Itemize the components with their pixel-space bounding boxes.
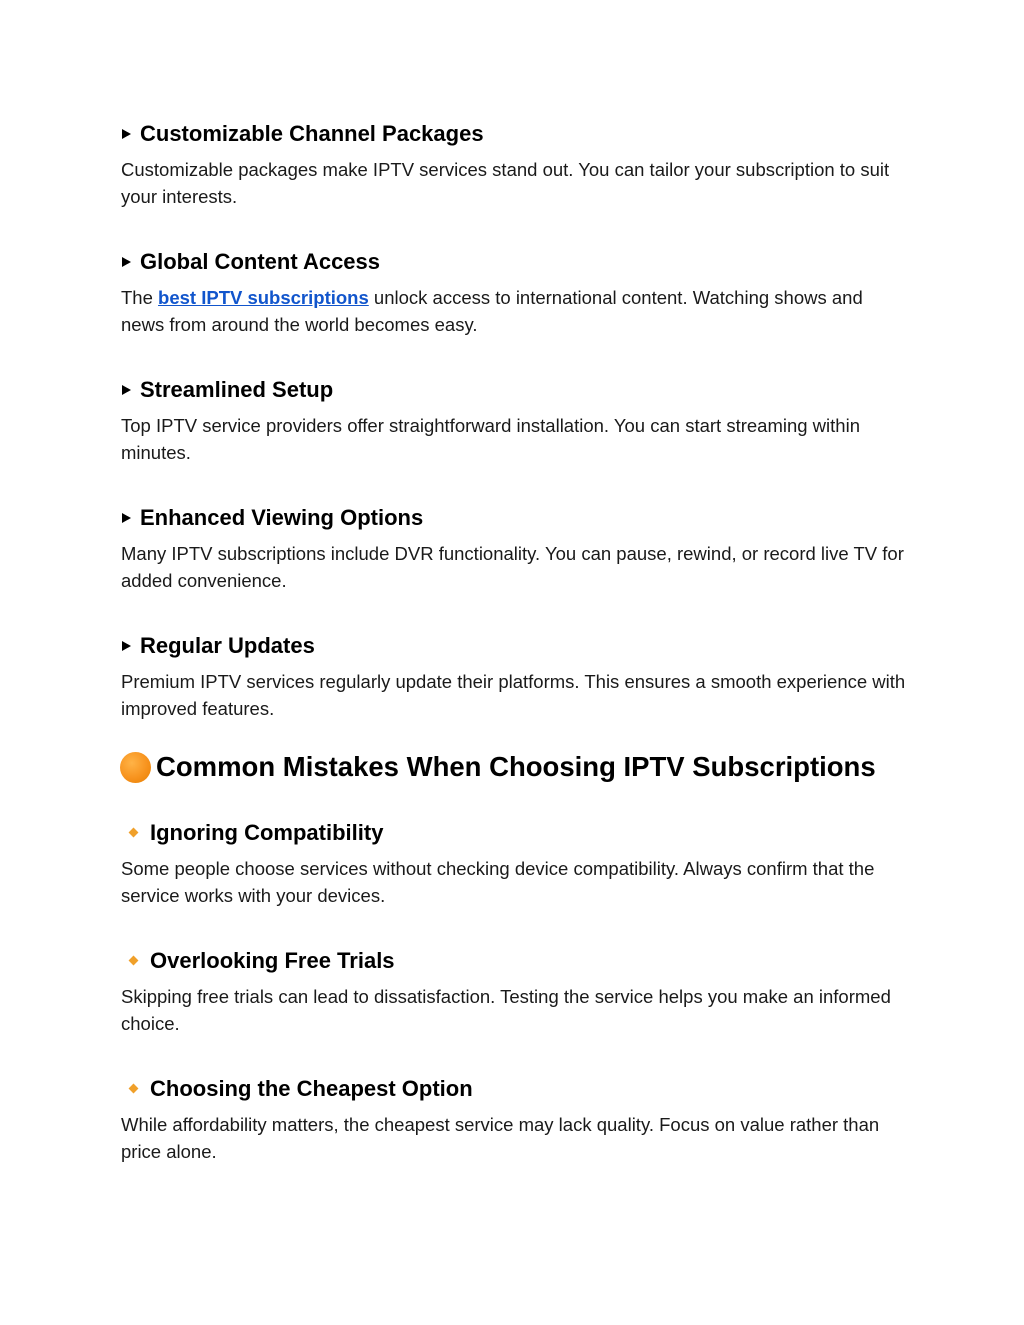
section-body: While affordability matters, the cheapest service may lack quality. Focus on value rather than price alone. [121, 1114, 880, 1162]
section-heading [121, 374, 911, 406]
triangle-right-icon [122, 385, 131, 395]
section-heading [121, 246, 911, 278]
section-heading-text: Customizable Channel Packages [140, 121, 484, 146]
section-heading [121, 817, 911, 849]
orange-diamond-icon [128, 955, 140, 967]
section-streamlined-setup [121, 374, 911, 466]
section-heading-text: Global Content Access [140, 249, 381, 274]
orange-diamond-icon [128, 1083, 140, 1095]
triangle-right-icon [122, 129, 131, 139]
section-customizable-channel-packages [121, 118, 911, 210]
section-heading-text: Choosing the Cheapest Option [150, 1076, 473, 1101]
section-heading-text: Regular Updates [140, 633, 315, 658]
main-heading [120, 747, 911, 787]
section-body: Many IPTV subscriptions include DVR functionality. You can pause, rewind, or record live TV for added convenience. [121, 543, 904, 591]
section-heading [121, 945, 911, 977]
orange-circle-icon [120, 752, 151, 783]
section-body [121, 284, 911, 338]
body-text-after-link: unlock access to international content. Watching shows and news from around the world becomes easy. [121, 287, 863, 335]
document-page [121, 118, 911, 1165]
section-overlooking-free-trials [121, 945, 911, 1037]
section-body: Skipping free trials can lead to dissatisfaction. Testing the service helps you make an informed choice. [121, 986, 891, 1034]
section-heading-text: Streamlined Setup [140, 377, 334, 402]
main-heading-text: Common Mistakes When Choosing IPTV Subscriptions [156, 751, 876, 782]
section-ignoring-compatibility [121, 817, 911, 909]
section-body: Top IPTV service providers offer straightforward installation. You can start streaming within minutes. [121, 415, 860, 463]
section-choosing-cheapest-option [121, 1073, 911, 1165]
section-heading-text: Ignoring Compatibility [150, 820, 384, 845]
section-heading-text: Overlooking Free Trials [150, 948, 395, 973]
section-body: Customizable packages make IPTV services stand out. You can tailor your subscription to suit your interests. [121, 159, 890, 207]
orange-diamond-icon [128, 827, 140, 839]
triangle-right-icon [122, 641, 131, 651]
section-heading [121, 118, 911, 150]
section-heading [121, 1073, 911, 1105]
section-heading [121, 630, 911, 662]
section-regular-updates [121, 630, 911, 722]
triangle-right-icon [122, 513, 131, 523]
best-iptv-subscriptions-link[interactable]: best IPTV subscriptions [158, 287, 369, 308]
triangle-right-icon [122, 257, 131, 267]
section-global-content-access [121, 246, 911, 338]
section-heading-text: Enhanced Viewing Options [140, 505, 424, 530]
section-body: Some people choose services without checking device compatibility. Always confirm that the service works with your devices. [121, 858, 875, 906]
section-heading [121, 502, 911, 534]
body-text-before-link: The [121, 287, 159, 308]
section-body: Premium IPTV services regularly update their platforms. This ensures a smooth experience with improved features. [121, 671, 906, 719]
section-enhanced-viewing-options [121, 502, 911, 594]
